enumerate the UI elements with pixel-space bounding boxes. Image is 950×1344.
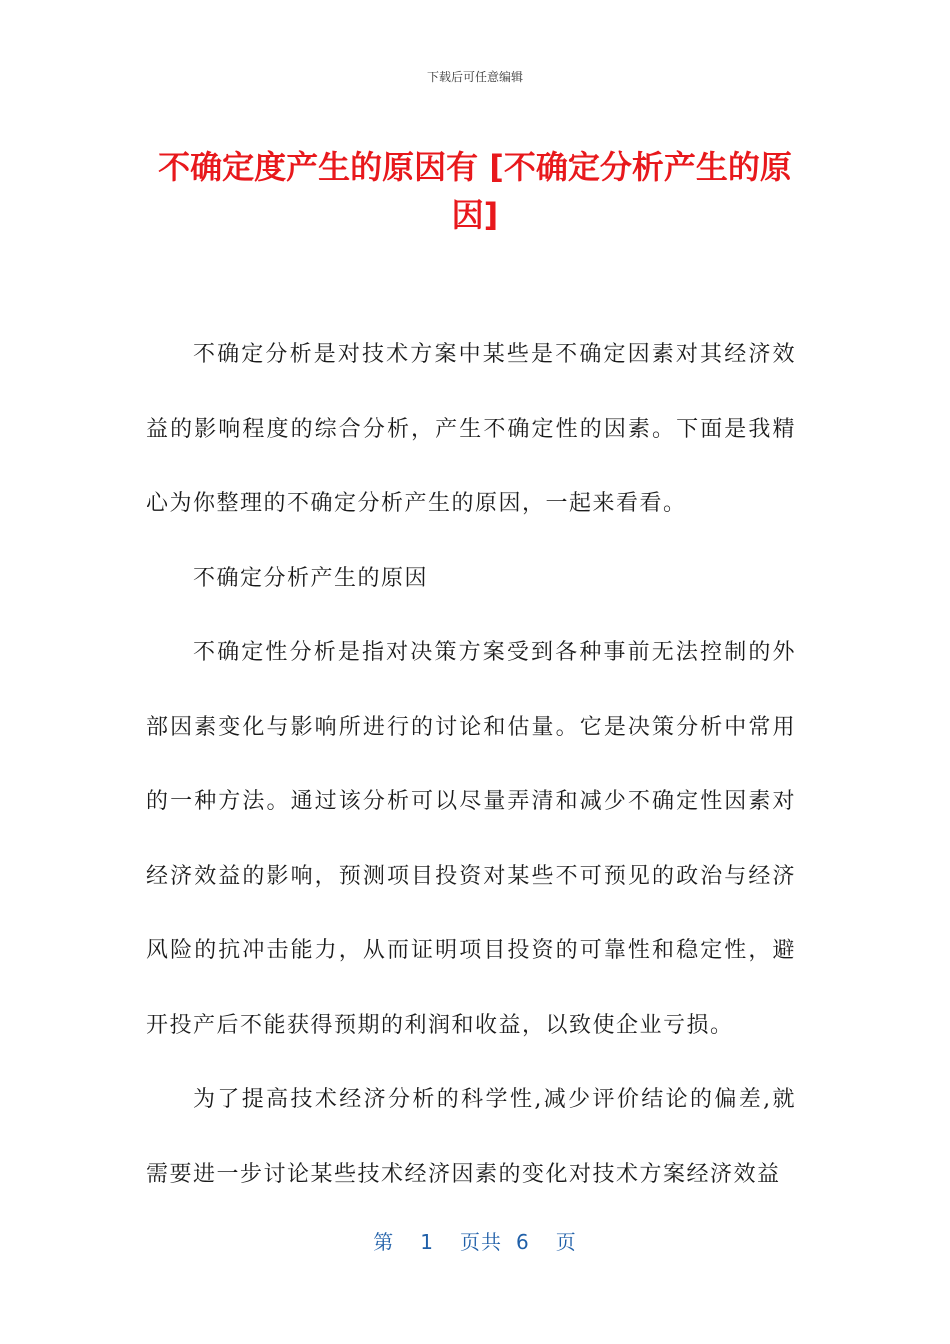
page-middle: 页共 (460, 1230, 502, 1254)
total-pages: 6 (516, 1230, 530, 1254)
paragraph-purpose: 为了提高技术经济分析的科学性,减少评价结论的偏差,就需要进一步讨论某些技术经济因素的变化对技术方案经济效益 (146, 1087, 796, 1187)
page-number: 1 (420, 1230, 434, 1254)
page-suffix: 页 (555, 1230, 577, 1254)
paragraph-subheading: 不确定分析产生的原因 (193, 565, 429, 591)
page-prefix: 第 (373, 1230, 395, 1254)
document-body (146, 318, 796, 1212)
page-footer (0, 1226, 950, 1255)
paragraph-definition: 不确定性分析是指对决策方案受到各种事前无法控制的外部因素变化与影响所进行的讨论和估量。它是决策分析中常用的一种方法。通过该分析可以尽量弄清和减少不确定性因素对经济效益的影响，预测项目投资对某些不可预见的政治与经济风险的抗冲击能力，从而证明项目投资的可靠性和稳定性，避开投产后不能获得预期的利润和收益，以致使企业亏损。 (146, 640, 796, 1038)
header-note: 下载后可任意编辑 (426, 70, 523, 84)
paragraph-intro: 不确定分析是对技术方案中某些是不确定因素对其经济效益的影响程度的综合分析，产生不确定性的因素。下面是我精心为你整理的不确定分析产生的原因，一起来看看。 (146, 342, 796, 516)
document-title: 不确定度产生的原因有 [不确定分析产生的原因] (158, 148, 792, 234)
